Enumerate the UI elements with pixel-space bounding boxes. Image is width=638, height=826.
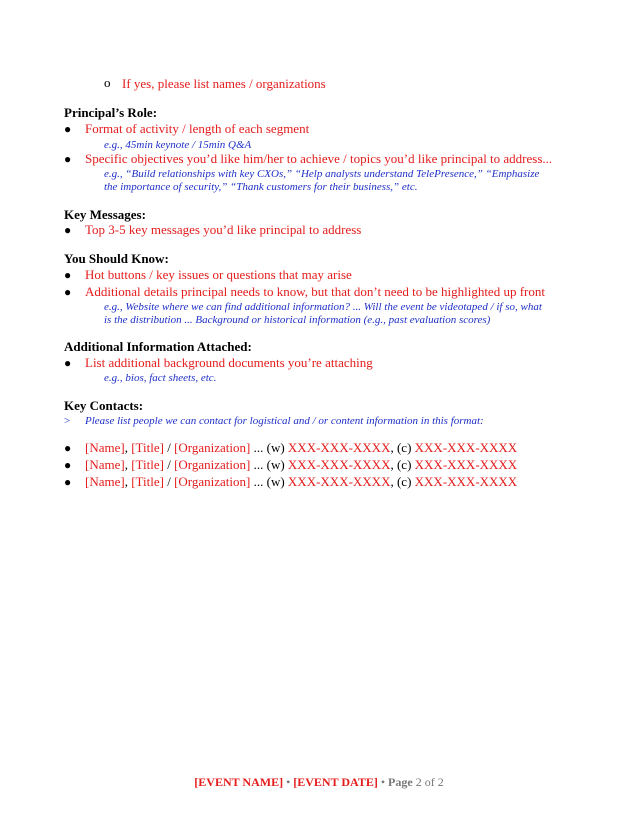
contact-name: [Name]: [85, 440, 125, 455]
bullet-icon: ●: [64, 458, 72, 472]
principals-role-item-2-example-2: the importance of security,” “Thank customers for their business,” etc.: [104, 181, 418, 193]
cell-label: , (c): [390, 474, 415, 489]
bullet-icon: ●: [64, 356, 72, 370]
bullet-icon: ●: [64, 268, 72, 282]
bullet-icon: ●: [64, 152, 72, 166]
contact-title: [Title]: [131, 440, 164, 455]
contact-title: [Title]: [131, 457, 164, 472]
cell-label: , (c): [390, 440, 415, 455]
contact-org: [Organization]: [174, 457, 251, 472]
contact-row: [Name], [Title] / [Organization] ... (w) XXX-XXX-XXXX, (c) XXX-XXX-XXXX: [85, 440, 518, 455]
principals-role-heading: Principal’s Role:: [64, 105, 158, 120]
key-contacts-heading: Key Contacts:: [64, 398, 144, 413]
principals-role-item-2-example-1: e.g., “Build relationships with key CXOs,” “Help analysts understand TelePresence,” “Emphasize: [104, 168, 540, 180]
contact-org: [Organization]: [174, 440, 251, 455]
bullet-icon: ●: [64, 441, 72, 455]
footer-separator: •: [283, 775, 294, 789]
contact-work-phone: XXX-XXX-XXXX: [287, 457, 391, 472]
footer-event-date: [EVENT DATE]: [293, 775, 378, 789]
work-label: ... (w): [250, 457, 288, 472]
key-messages-heading: Key Messages:: [64, 207, 146, 222]
you-should-know-item-2-example-2: is the distribution ... Background or historical information (e.g., past evaluation scores): [104, 314, 491, 326]
contact-name: [Name]: [85, 457, 125, 472]
contact-title: [Title]: [131, 474, 164, 489]
bullet-icon: ●: [64, 223, 72, 237]
contact-work-phone: XXX-XXX-XXXX: [287, 440, 391, 455]
contact-cell-phone: XXX-XXX-XXXX: [414, 457, 518, 472]
you-should-know-item-1: Hot buttons / key issues or questions that may arise: [85, 267, 352, 282]
footer-separator: •: [377, 775, 389, 789]
principals-role-item-1: Format of activity / length of each segment: [85, 121, 310, 136]
footer-page-number: 2 of 2: [415, 775, 444, 789]
instruction-marker: >: [64, 415, 71, 427]
contact-work-phone: XXX-XXX-XXXX: [287, 474, 391, 489]
circle-bullet-icon: o: [104, 75, 111, 90]
additional-info-item-1-example: e.g., bios, fact sheets, etc.: [104, 372, 217, 384]
work-label: ... (w): [250, 440, 288, 455]
additional-info-heading: Additional Information Attached:: [64, 339, 252, 354]
principals-role-item-1-example: e.g., 45min keynote / 15min Q&A: [104, 139, 252, 151]
principals-role-item-2: Specific objectives you’d like him/her to achieve / topics you’d like principal to address...: [85, 151, 553, 166]
you-should-know-item-2: Additional details principal needs to know, but that don’t need to be highlighted up front: [85, 284, 545, 299]
cell-label: , (c): [390, 457, 415, 472]
key-messages-item-1: Top 3-5 key messages you’d like principal to address: [85, 222, 362, 237]
contact-org: [Organization]: [174, 474, 251, 489]
contact-name: [Name]: [85, 474, 125, 489]
additional-info-item-1: List additional background documents you’re attaching: [85, 355, 373, 370]
contact-row: [Name], [Title] / [Organization] ... (w) XXX-XXX-XXXX, (c) XXX-XXX-XXXX: [85, 474, 518, 489]
footer-event-name: [EVENT NAME]: [194, 775, 284, 789]
page-footer: [0, 775, 638, 790]
work-label: ... (w): [250, 474, 288, 489]
key-contacts-instruction: Please list people we can contact for logistical and / or content information in this format:: [85, 415, 484, 427]
bullet-icon: ●: [64, 122, 72, 136]
intro-sub-item: If yes, please list names / organizations: [122, 76, 326, 91]
you-should-know-item-2-example-1: e.g., Website where we can find additional information? ... Will the event be videotaped / if so, what: [104, 301, 542, 313]
contact-row: [Name], [Title] / [Organization] ... (w) XXX-XXX-XXXX, (c) XXX-XXX-XXXX: [85, 457, 518, 472]
contact-cell-phone: XXX-XXX-XXXX: [414, 440, 518, 455]
contact-cell-phone: XXX-XXX-XXXX: [414, 474, 518, 489]
bullet-icon: ●: [64, 475, 72, 489]
footer-page-label: Page: [388, 775, 413, 789]
you-should-know-heading: You Should Know:: [64, 251, 169, 266]
bullet-icon: ●: [64, 285, 72, 299]
